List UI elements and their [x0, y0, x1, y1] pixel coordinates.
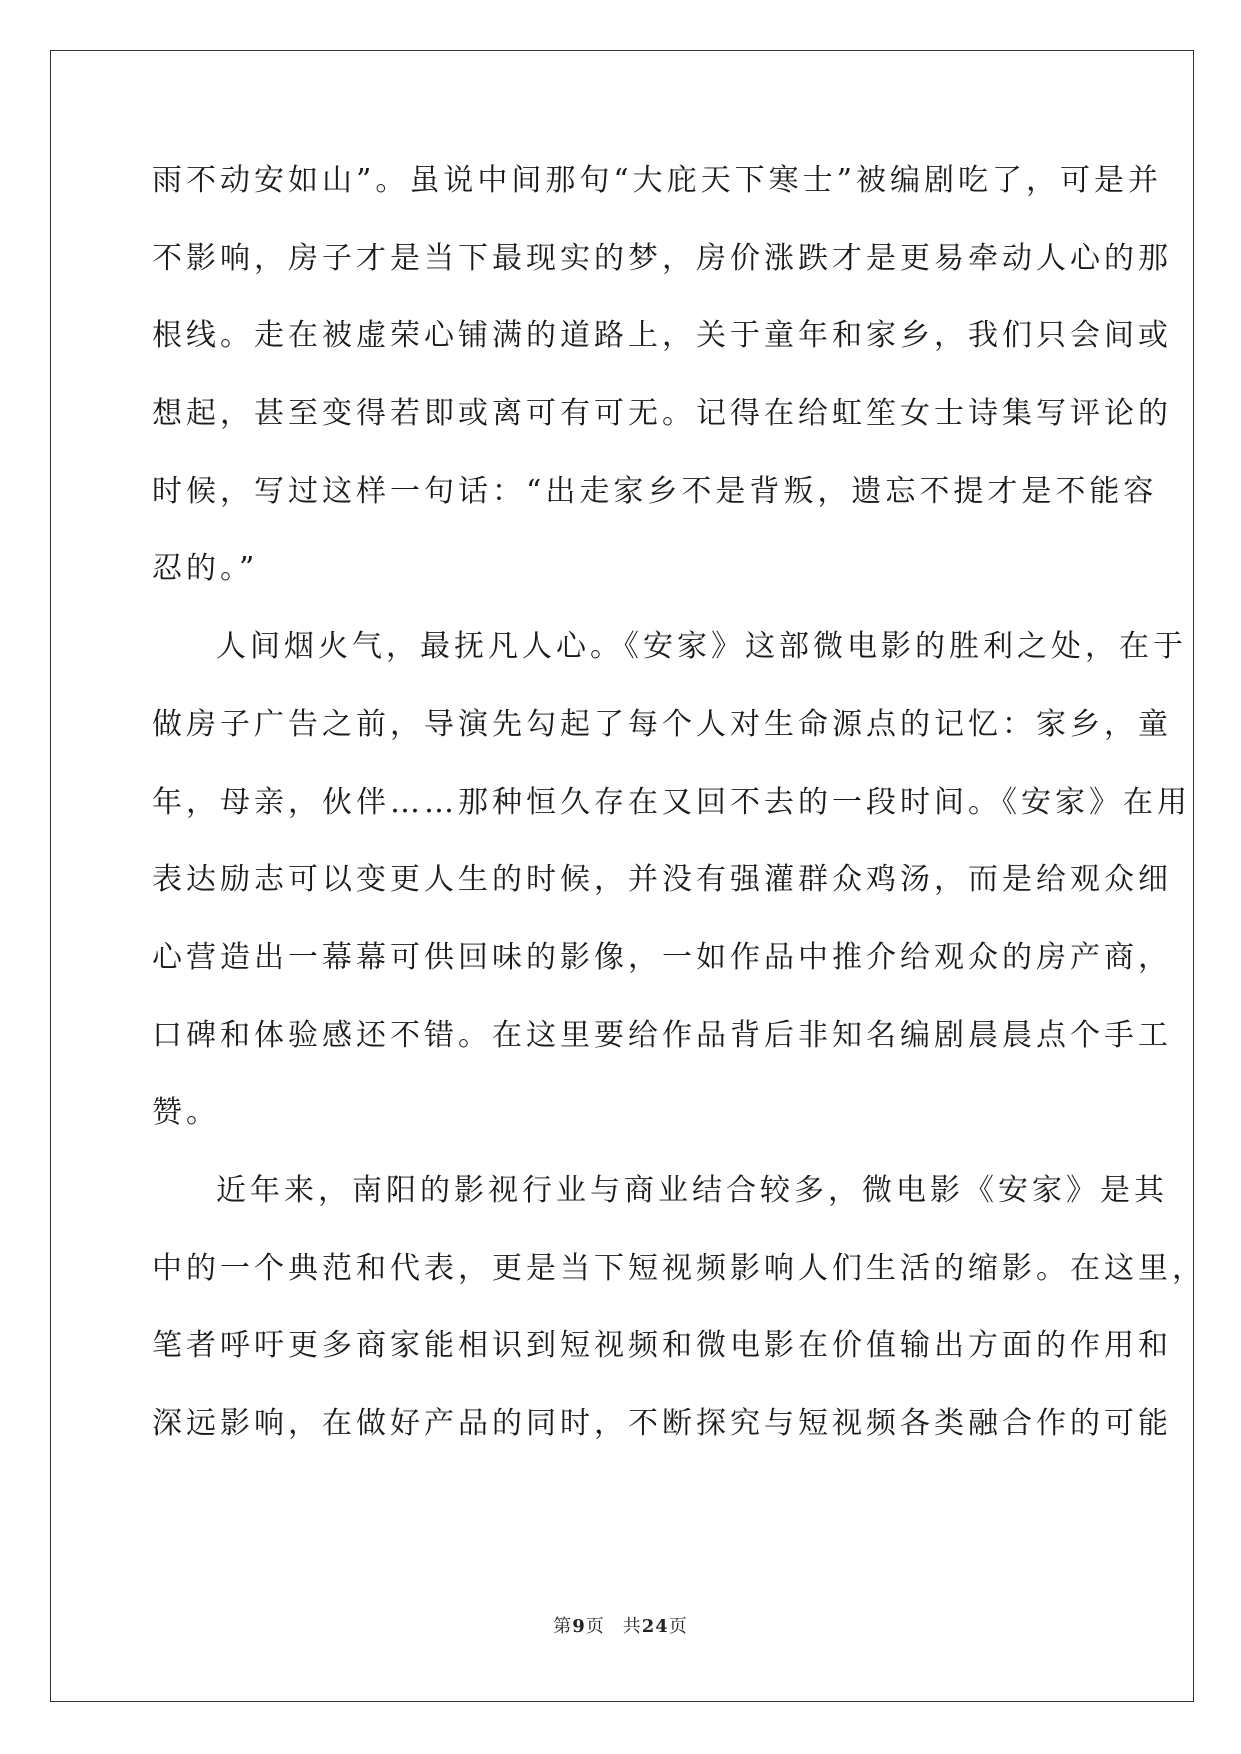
page-suffix: 页: [585, 1616, 605, 1637]
text-line: 想起，甚至变得若即或离可有可无。记得在给虹笙女士诗集写评论的: [152, 396, 1172, 432]
text-line: 赞。: [152, 1095, 220, 1131]
text-line: 中的一个典范和代表，更是当下短视频影响人们生活的缩影。在这里，: [152, 1250, 1206, 1286]
text-line: 不影响，房子才是当下最现实的梦，房价涨跌才是更易牵动人心的那: [152, 240, 1172, 276]
total-pages: 24: [641, 1616, 669, 1637]
text-line: 心营造出一幕幕可供回味的影像，一如作品中推介给观众的房产商，: [152, 939, 1172, 975]
page-number: 9: [572, 1616, 586, 1637]
text-line: 时候，写过这样一句话：“出走家乡不是背叛，遗忘不提才是不能容: [152, 473, 1158, 509]
text-line: 口碑和体验感还不错。在这里要给作品背后非知名编剧晨晨点个手工: [152, 1017, 1172, 1053]
total-prefix: 共: [622, 1616, 642, 1637]
page-footer: [0, 1612, 1241, 1638]
body-text: [152, 158, 1206, 1479]
text-line: 做房子广告之前，导演先勾起了每个人对生命源点的记忆：家乡，童: [152, 706, 1172, 742]
text-line: 忍的。”: [152, 551, 259, 587]
text-line: 深远影响，在做好产品的同时，不断探究与短视频各类融合作的可能: [152, 1406, 1172, 1441]
paragraph-first-line: 人间烟火气，最抚凡人心。《安家》这部微电影的胜利之处，在于: [216, 629, 1187, 665]
paragraph-first-line: 近年来，南阳的影视行业与商业结合较多，微电影《安家》是其: [216, 1172, 1168, 1208]
text-line: 年，母亲，伙伴……那种恒久存在又回不去的一段时间。《安家》在用: [152, 784, 1191, 820]
page-prefix: 第: [553, 1616, 573, 1637]
text-line: 雨不动安如山”。虽说中间那句“大庇天下寒士”被编剧吃了，可是并: [152, 163, 1163, 198]
total-suffix: 页: [668, 1616, 688, 1637]
text-line: 根线。走在被虚荣心铺满的道路上，关于童年和家乡，我们只会间或: [152, 318, 1172, 354]
text-line: 表达励志可以变更人生的时候，并没有强灌群众鸡汤，而是给观众细: [152, 862, 1172, 898]
text-line: 笔者呼吁更多商家能相识到短视频和微电影在价值输出方面的作用和: [152, 1328, 1172, 1364]
